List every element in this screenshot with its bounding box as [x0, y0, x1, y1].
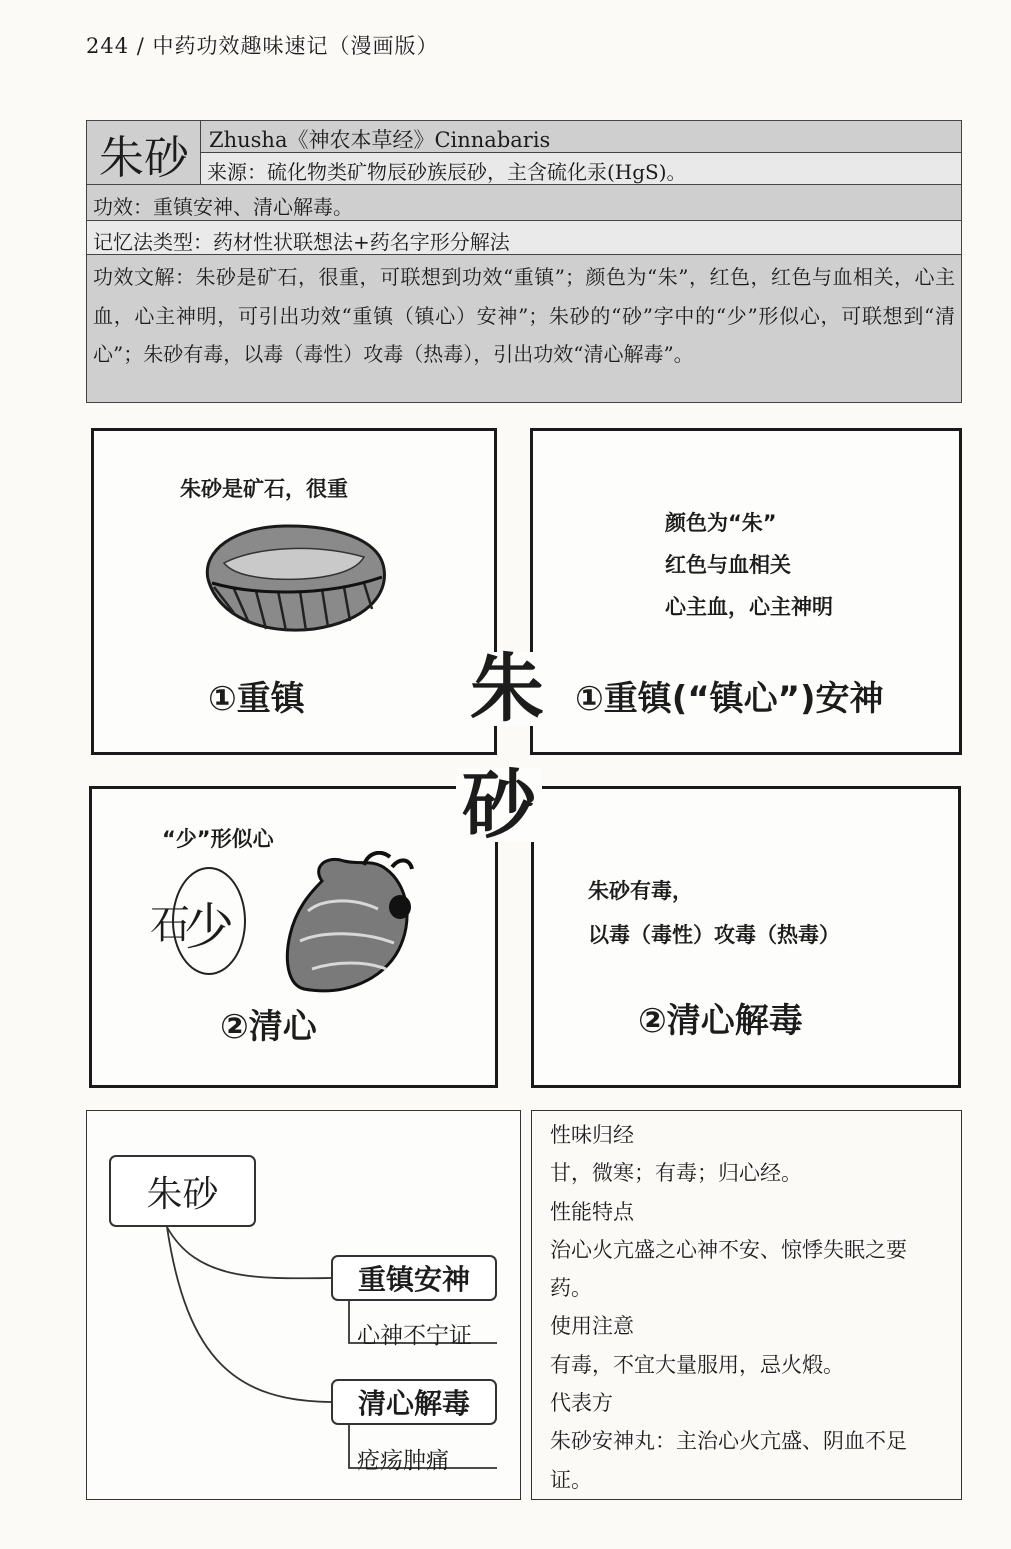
panel-caption: 朱砂是矿石，很重: [180, 477, 348, 501]
formula-heading: 代表方: [550, 1391, 613, 1416]
source-text: 硫化物类矿物辰砂族辰砂，主含硫化汞(HgS)。: [267, 160, 687, 184]
mineral-rock-illustration: [194, 517, 394, 635]
memory-method-text: 药材性状联想法+药名字形分解法: [213, 230, 510, 254]
char-part-few: 少: [184, 898, 234, 956]
caution-heading: 使用注意: [550, 1314, 634, 1339]
panel-line-1: 朱砂有毒，: [588, 879, 693, 903]
panel-label: ②清心解毒: [638, 1001, 803, 1041]
herb-source: [200, 152, 962, 186]
char-part-stone: 石: [150, 902, 190, 948]
comic-panel-poison: [531, 786, 961, 1088]
feature-heading: 性能特点: [550, 1199, 634, 1224]
herb-latin-line: Zhusha《神农本草经》Cinnabaris: [200, 120, 962, 154]
explanation-label: 功效文解：: [93, 265, 196, 289]
panel-caption: “少”形似心: [162, 827, 274, 851]
center-char-zhu: 朱: [464, 652, 550, 726]
explanation-row: [86, 254, 962, 403]
panel-label: ①重镇(“镇心”)安神: [575, 679, 884, 719]
panel-label: ①重镇: [208, 679, 305, 719]
formula-text: 朱砂安神丸：主治心火亢盛、阴血不足证。: [550, 1429, 907, 1492]
panel-line-1: 颜色为“朱”: [665, 511, 777, 535]
herb-properties: [531, 1110, 962, 1500]
panel-line-3: 心主血，心主神明: [665, 595, 833, 619]
center-char-sha: 砂: [456, 768, 542, 842]
mind-map: [86, 1110, 521, 1500]
mind-map-branch-2: 清心解毒: [331, 1379, 497, 1425]
comic-panel-heart-shape: [89, 786, 498, 1088]
comic-panel-heavy: [91, 428, 497, 755]
panel-line-2: 以毒（毒性）攻毒（热毒）: [588, 923, 840, 947]
comic-panel-color-red: [530, 428, 962, 755]
mind-map-root: 朱砂: [109, 1155, 256, 1227]
effect-label: 功效：: [93, 195, 153, 219]
book-title: 中药功效趣味速记（漫画版）: [152, 34, 439, 58]
feature-text: 治心火亢盛之心神不安、惊悸失眠之要药。: [550, 1237, 907, 1301]
effect-row: [86, 184, 962, 222]
memory-method-label: 记忆法类型：: [93, 230, 213, 254]
source-label: 来源：: [207, 160, 267, 184]
explanation-text: 朱砂是矿石，很重，可联想到功效“重镇”；颜色为“朱”，红色，红色与血相关，心主血，心主神明，可引出功效“重镇（镇心）安神”；朱砂的“砂”字中的“少”形似心，可联想到“清心”；朱砂有毒，以毒（毒性）攻毒（热毒），引出功效“清心解毒”。: [93, 265, 955, 366]
taste-text: 甘，微寒；有毒；归心经。: [550, 1161, 802, 1186]
page-header: [86, 30, 439, 60]
effect-text: 重镇安神、清心解毒。: [153, 195, 353, 219]
memory-method-row: [86, 220, 962, 256]
herb-name-cell: [86, 120, 202, 186]
panel-line-2: 红色与血相关: [665, 553, 791, 577]
taste-heading: 性味归经: [550, 1123, 634, 1147]
header-separator: /: [136, 34, 145, 58]
mind-map-detail-1: 心神不宁证: [357, 1323, 472, 1349]
herb-info-table: [86, 120, 962, 403]
heart-illustration: [282, 851, 420, 1001]
caution-text: 有毒，不宜大量服用，忌火煅。: [550, 1352, 844, 1377]
mind-map-branch-1: 重镇安神: [331, 1255, 497, 1301]
herb-name: 朱砂: [98, 130, 189, 184]
panel-label: ②清心: [220, 1007, 317, 1047]
page-number: 244: [86, 34, 130, 58]
mind-map-detail-2: 疮疡肿痛: [357, 1448, 449, 1474]
